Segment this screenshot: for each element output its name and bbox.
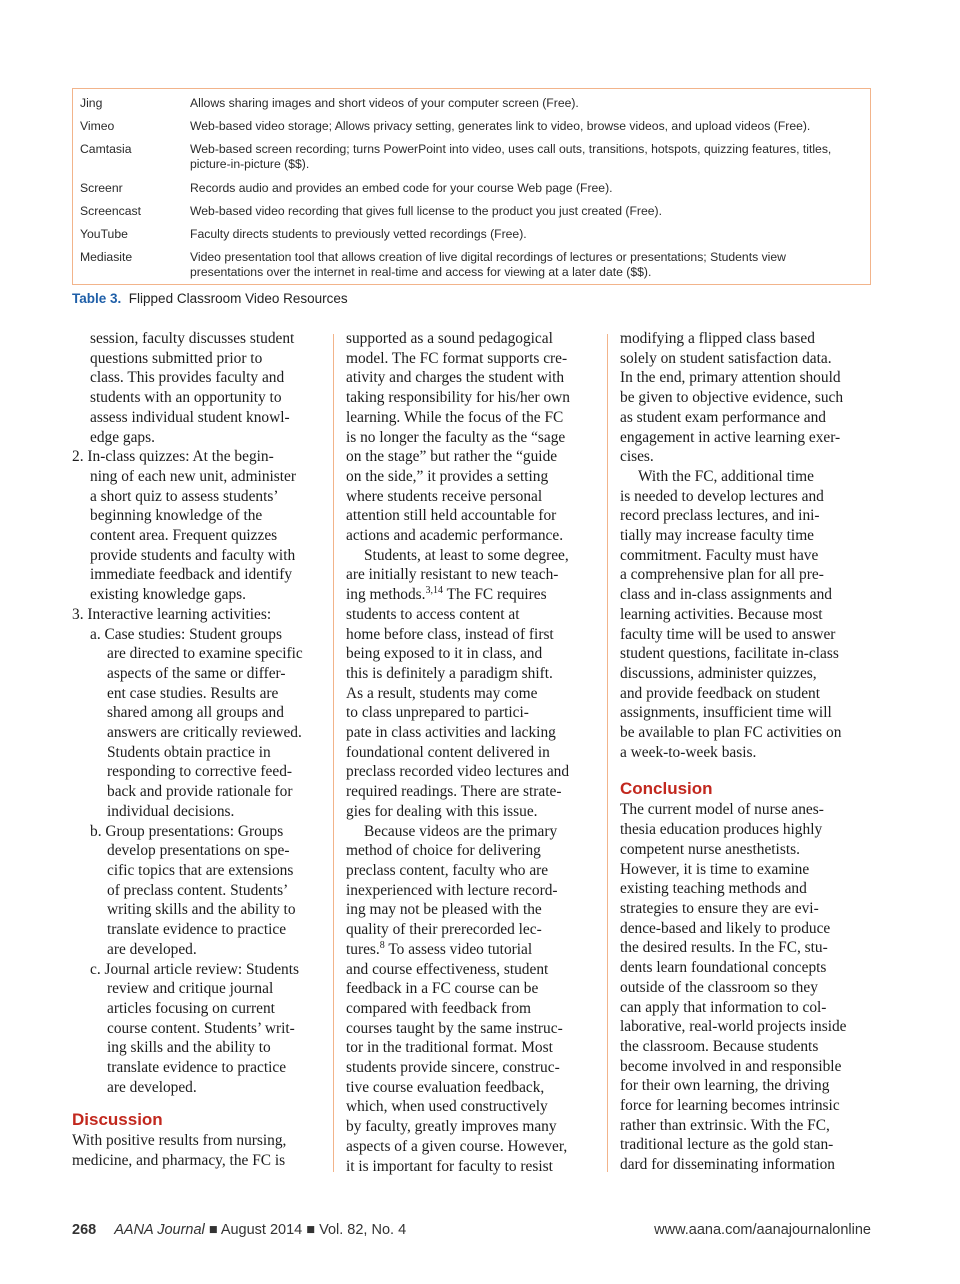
text-line: students provide sincere, construc- [346, 1059, 560, 1077]
resource-name: Camtasia [80, 142, 132, 156]
column-divider [607, 334, 608, 1172]
section-heading-discussion: Discussion [72, 1110, 163, 1130]
text-line: provide students and faculty with [90, 546, 296, 564]
text-fragment: ing methods. [346, 586, 426, 604]
text-line: force for learning becomes intrinsic [620, 1097, 840, 1115]
text-line: translate evidence to practice [107, 1059, 287, 1077]
text-line: cific topics that are extensions [107, 861, 294, 879]
column-divider [333, 334, 334, 1172]
text-line: and course effectiveness, student [346, 960, 549, 978]
text-line: a comprehensive plan for all pre- [620, 566, 824, 584]
text-fragment: The FC requires [443, 586, 547, 604]
text-line: aspects of a given course. However, [346, 1137, 568, 1155]
text-line: can apply that information to col- [620, 998, 827, 1016]
text-line: on the stage” but rather the “guide [346, 448, 558, 466]
resource-name: Vimeo [80, 119, 115, 133]
text-line: by faculty, greatly improves many [346, 1118, 557, 1136]
text-line: ativity and charges the student with [346, 369, 565, 387]
text-line: attention still held accountable for [346, 507, 557, 525]
resource-description: Web-based video recording that gives full license to the product you just created (Free). [190, 204, 662, 218]
resource-description: Web-based screen recording; turns PowerPoint into video, uses call outs, transitions, hotspots, quizzing features, titles, picture-in-picture ($$). [190, 142, 832, 171]
text-fragment: To assess video tutorial [384, 940, 533, 958]
table-row [73, 227, 870, 242]
table-row [73, 142, 870, 172]
separator-icon: ■ [208, 1222, 218, 1238]
separator-icon: ■ [306, 1222, 316, 1238]
text-line: In the end, primary attention should [620, 369, 841, 387]
text-line: dard for disseminating information [620, 1156, 835, 1174]
text-line: of preclass content. Students’ [107, 881, 289, 899]
text-line: are initially resistant to new teach- [346, 566, 559, 584]
table-row [73, 119, 870, 134]
text-line: learning activities. Because most [620, 605, 823, 623]
text-line: With the FC, additional time [638, 467, 814, 485]
text-column-2 [346, 329, 570, 1176]
text-line: thesia education produces highly [620, 821, 823, 839]
list-item-3: 3. Interactive learning activities: [72, 605, 272, 623]
text-line: course content. Students’ writ- [107, 1019, 295, 1037]
text-line: rather than extrinsic. With the FC, [620, 1116, 830, 1134]
table-row [73, 181, 870, 196]
text-line: engagement in active learning exer- [620, 428, 841, 446]
text-line: Because videos are the primary [364, 822, 558, 840]
text-line: is no longer the faculty as the “sage [346, 428, 566, 446]
text-line: pate in class activities and lacking [346, 724, 556, 742]
text-line: questions submitted prior to [90, 349, 263, 367]
text-line: are developed. [107, 940, 197, 958]
text-line: quality of their prerecorded lec- [346, 921, 542, 939]
table-3 [72, 88, 871, 285]
text-line: be available to plan FC activities on [620, 724, 842, 742]
page-footer [72, 1222, 871, 1238]
text-line: the classroom. Because students [620, 1037, 819, 1055]
resource-description: Video presentation tool that allows creation of live digital recordings of lectures or presentations; Students view presentations over the internet in real-time and access for viewing at a later date ($$). [190, 250, 786, 279]
text-line: responding to corrective feed- [107, 763, 293, 781]
text-line: session, faculty discusses student [90, 330, 295, 347]
text-column-3 [620, 329, 847, 1175]
text-line: cises. [620, 448, 654, 466]
text-fragment: tures. [346, 940, 380, 958]
text-line: class. This provides faculty and [90, 369, 285, 387]
list-item-3b: b. Group presentations: Groups [90, 822, 284, 840]
citation-ref: 3,14 [425, 585, 444, 597]
text-line: discussions, administer quizzes, [620, 664, 817, 682]
text-line: shared among all groups and [107, 704, 284, 722]
text-line: The current model of nurse anes- [620, 801, 824, 819]
text-line: compared with feedback from [346, 999, 532, 1017]
text-line: for their own learning, the driving [620, 1077, 830, 1095]
journal-name: AANA Journal [114, 1222, 205, 1238]
text-column-1 [72, 329, 303, 1171]
text-line: be given to objective evidence, such [620, 389, 844, 407]
text-line: ning of each new unit, administer [90, 467, 297, 485]
text-line: laborative, real-world projects inside [620, 1018, 847, 1036]
text-line: being exposed to it in class, and [346, 645, 543, 663]
text-line: modifying a flipped class based [620, 330, 815, 347]
text-line: preclass recorded video lectures and [346, 763, 570, 781]
text-line: model. The FC format supports cre- [346, 349, 568, 367]
text-line: commitment. Faculty must have [620, 546, 819, 564]
text-line: where students receive personal [346, 487, 543, 505]
journal-url[interactable]: www.aana.com/aanajournalonline [654, 1222, 871, 1238]
text-line: existing teaching methods and [620, 880, 807, 898]
text-line: immediate feedback and identify [90, 566, 293, 584]
text-line: content area. Frequent quizzes [90, 527, 278, 545]
text-line: writing skills and the ability to [107, 901, 296, 919]
text-line: beginning knowledge of the [90, 507, 263, 525]
text-line: existing knowledge gaps. [90, 586, 247, 604]
text-line: Students, at least to some degree, [364, 546, 569, 564]
text-line: student questions, facilitate in-class [620, 645, 839, 663]
text-line: required readings. There are strate- [346, 783, 562, 801]
text-line: translate evidence to practice [107, 921, 287, 939]
text-line: With positive results from nursing, [72, 1132, 287, 1150]
text-line: answers are critically reviewed. [107, 724, 302, 742]
text-line: students with an opportunity to [90, 389, 282, 407]
text-line: tor in the traditional format. Most [346, 1039, 553, 1057]
citation-ref: 8 [379, 939, 385, 951]
text-line: tially may increase faculty time [620, 527, 815, 545]
text-line: learning. While the focus of the FC [346, 408, 564, 426]
resource-name: Screencast [80, 204, 141, 218]
text-line: record preclass lectures, and ini- [620, 507, 820, 525]
text-line: a week-to-week basis. [620, 743, 757, 761]
issue-date: August 2014 [220, 1222, 303, 1238]
text-line: articles focusing on current [107, 999, 275, 1017]
table-caption-label: Table 3. [72, 291, 122, 306]
text-line: strategies to ensure they are evi- [620, 899, 819, 917]
text-line: tive course evaluation feedback, [346, 1078, 545, 1096]
table-caption [72, 291, 348, 306]
list-item-3c: c. Journal article review: Students [90, 960, 299, 978]
text-line: actions and academic performance. [346, 527, 564, 545]
text-line: inexperienced with lecture record- [346, 881, 558, 899]
text-line: are directed to examine specific [107, 645, 303, 663]
table-row [73, 204, 870, 219]
text-line: which, when used constructively [346, 1098, 548, 1116]
text-line: As a result, students may come [346, 684, 538, 702]
resource-description: Records audio and provides an embed code for your course Web page (Free). [190, 181, 613, 195]
text-line: feedback in a FC course can be [346, 980, 539, 998]
text-line: to class unprepared to partici- [346, 704, 529, 722]
text-line: competent nurse anesthetists. [620, 840, 800, 858]
text-line: ing may not be pleased with the [346, 901, 542, 919]
text-line: a short quiz to assess students’ [90, 487, 279, 505]
text-line: class and in-class assignments and [620, 586, 833, 604]
resource-description: Web-based video storage; Allows privacy setting, generates link to video, browse videos, and upload videos (Free). [190, 119, 811, 133]
page-number: 268 [72, 1222, 97, 1238]
text-line: foundational content delivered in [346, 743, 550, 761]
text-line: as student exam performance and [620, 408, 826, 426]
text-line: faculty time will be used to answer [620, 625, 836, 643]
text-line: develop presentations on spe- [107, 842, 290, 860]
text-line: dents learn foundational concepts [620, 959, 827, 977]
list-item-3a: a. Case studies: Student groups [90, 625, 282, 643]
text-line: the desired results. In the FC, stu- [620, 939, 828, 957]
text-line: medicine, and pharmacy, the FC is [72, 1152, 286, 1170]
text-line: and provide feedback on student [620, 684, 821, 702]
issue-volume: Vol. 82, No. 4 [319, 1222, 407, 1238]
text-line: review and critique journal [107, 980, 274, 998]
text-line: method of choice for delivering [346, 842, 541, 860]
text-line: solely on student satisfaction data. [620, 349, 832, 367]
resource-name: Jing [80, 96, 103, 110]
text-line: assignments, insufficient time will [620, 704, 832, 722]
list-item-2: 2. In-class quizzes: At the begin- [72, 448, 274, 466]
text-line: ent case studies. Results are [107, 684, 279, 702]
table-row [73, 250, 870, 280]
text-line: outside of the classroom so they [620, 978, 818, 996]
resource-name: YouTube [80, 227, 128, 241]
text-line: is needed to develop lectures and [620, 487, 824, 505]
text-line [346, 585, 570, 605]
resource-description: Faculty directs students to previously vetted recordings (Free). [190, 227, 527, 241]
text-line: taking responsibility for his/her own [346, 389, 570, 407]
text-line: preclass content, faculty who are [346, 861, 549, 879]
text-line: gies for dealing with this issue. [346, 802, 538, 820]
text-line: students to access content at [346, 605, 520, 623]
text-line: this is definitely a paradigm shift. [346, 664, 553, 682]
text-line: Students obtain practice in [107, 743, 271, 761]
text-line: ing skills and the ability to [107, 1039, 271, 1057]
text-line: it is important for faculty to resist [346, 1157, 553, 1175]
text-line: traditional lecture as the gold stan- [620, 1136, 834, 1154]
text-line: assess individual student knowl- [90, 408, 290, 426]
text-line: back and provide rationale for [107, 783, 293, 801]
section-heading-conclusion: Conclusion [620, 779, 713, 799]
text-line: are developed. [107, 1078, 197, 1096]
text-line: home before class, instead of first [346, 625, 554, 643]
text-line: aspects of the same or differ- [107, 664, 286, 682]
text-line: become involved in and responsible [620, 1057, 842, 1075]
text-line: individual decisions. [107, 802, 235, 820]
resource-description: Allows sharing images and short videos of your computer screen (Free). [190, 96, 579, 110]
text-line: dence-based and likely to produce [620, 919, 831, 937]
text-line: courses taught by the same instruc- [346, 1019, 563, 1037]
text-line: However, it is time to examine [620, 860, 810, 878]
text-line [346, 940, 570, 960]
text-line: on the side,” it provides a setting [346, 467, 549, 485]
resource-name: Mediasite [80, 250, 133, 264]
table-caption-text: Flipped Classroom Video Resources [128, 291, 348, 306]
text-line: supported as a sound pedagogical [346, 330, 553, 347]
resource-name: Screenr [80, 181, 123, 195]
table-row [73, 96, 870, 111]
text-line: edge gaps. [90, 428, 155, 446]
